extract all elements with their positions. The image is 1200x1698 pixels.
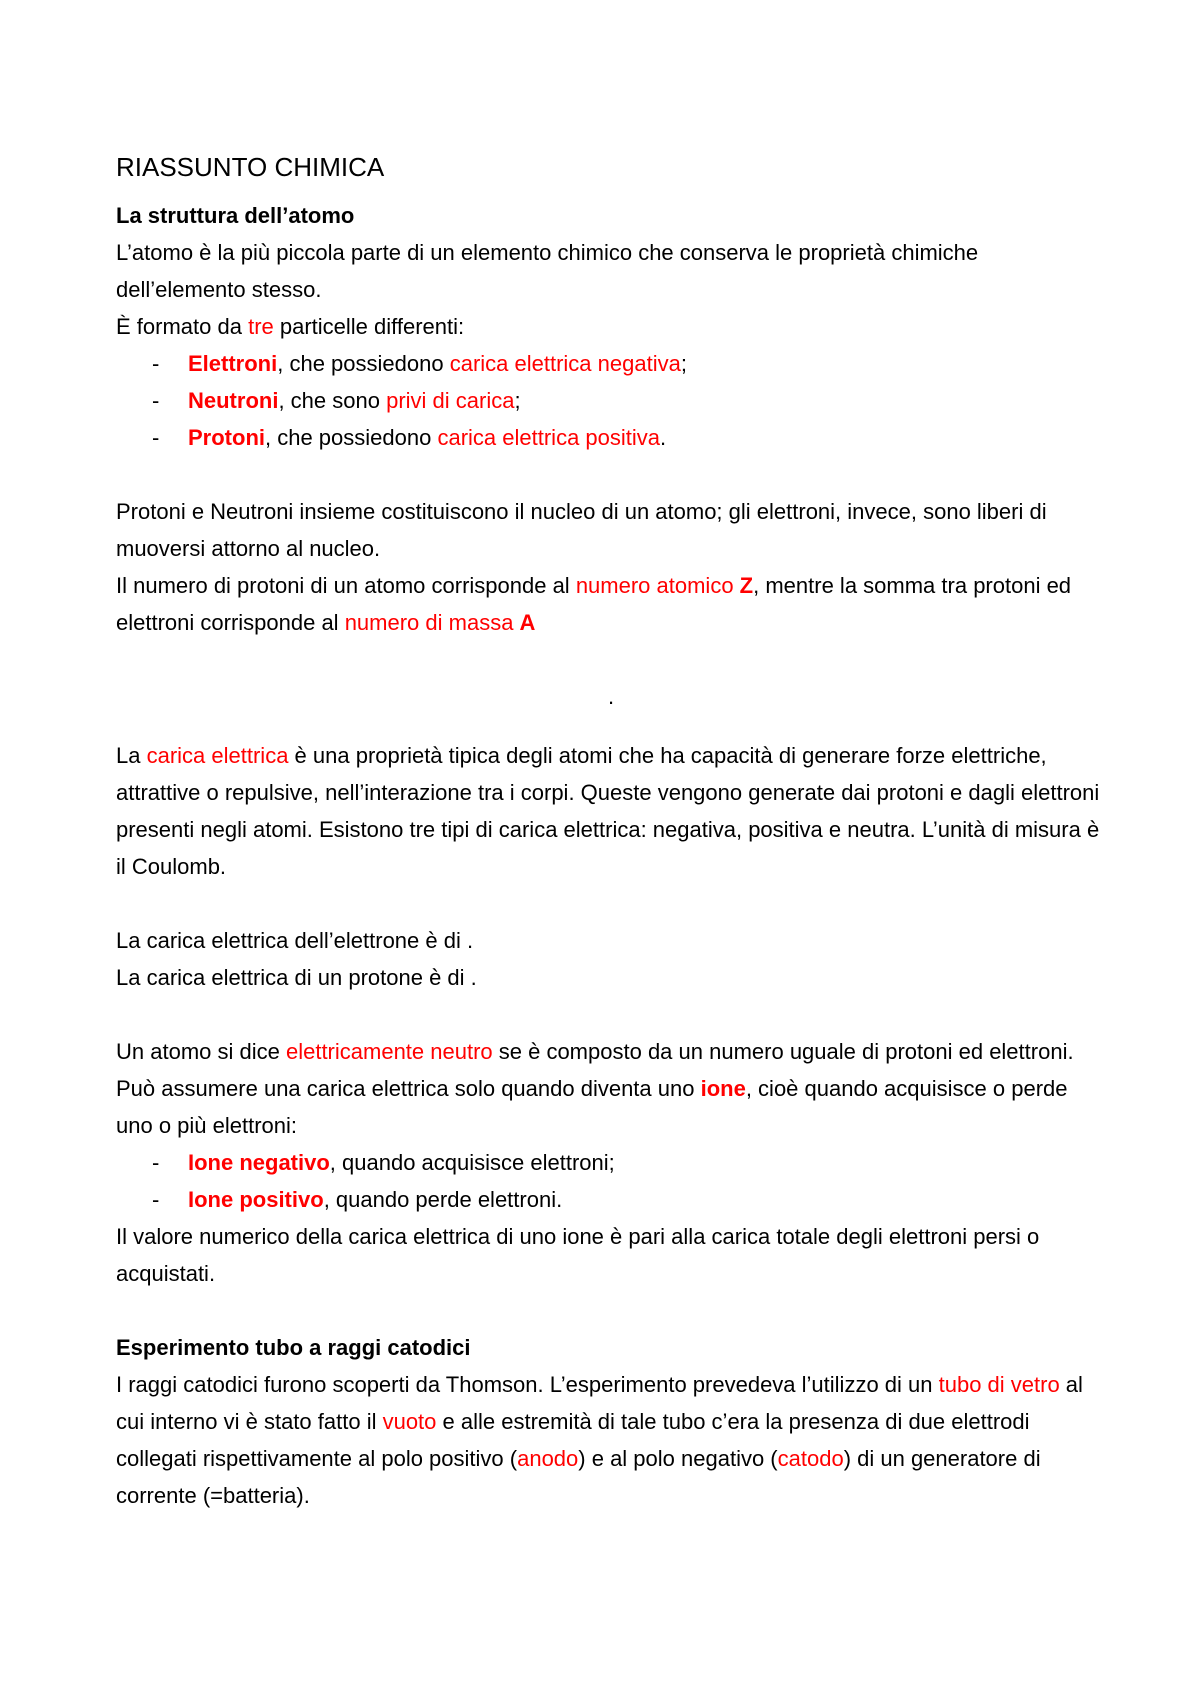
ions-list bbox=[116, 1144, 1106, 1218]
document-body bbox=[116, 147, 1106, 1514]
text-run: I raggi catodici furono scoperti da Thomson. L’esperimento prevedeva l’utilizzo di un bbox=[116, 1372, 939, 1397]
paragraph-three-particles bbox=[116, 308, 1106, 345]
text-run: È formato da bbox=[116, 314, 249, 339]
blank-line bbox=[116, 715, 1106, 737]
term-ion: ione bbox=[700, 1076, 746, 1101]
dash-bullet: - bbox=[152, 1187, 160, 1212]
symbol-a: A bbox=[519, 610, 536, 635]
blank-line bbox=[116, 996, 1106, 1033]
text-run: e alle estremità di tale tubo c’era la presenza di due elettrodi collegati rispettivamente al polo positivo ( bbox=[116, 1409, 1030, 1471]
highlight-vacuum: vuoto bbox=[382, 1409, 437, 1434]
highlight-atomic-number: numero atomico bbox=[575, 573, 740, 598]
highlight-electric-charge: carica elettrica bbox=[146, 743, 289, 768]
blank-line bbox=[116, 1292, 1106, 1329]
paragraph-ion-charge-value: Il valore numerico della carica elettrica di uno ione è pari alla carica totale degli elettroni persi o acquistati. bbox=[116, 1224, 1040, 1286]
text-run: , quando perde elettroni. bbox=[323, 1187, 563, 1212]
text-run: Può assumere una carica elettrica solo quando diventa uno bbox=[116, 1076, 701, 1101]
dash-bullet: - bbox=[152, 351, 160, 376]
symbol-z: Z bbox=[739, 573, 754, 598]
term-negative-ion: Ione negativo bbox=[188, 1150, 330, 1175]
paragraph-electron-charge: La carica elettrica dell’elettrone è di . bbox=[116, 928, 474, 953]
particles-list bbox=[116, 345, 1106, 456]
text-run: ) di un generatore di corrente (=batteria). bbox=[116, 1446, 1041, 1508]
document-title: RIASSUNTO CHIMICA bbox=[116, 152, 385, 182]
blank-line bbox=[116, 641, 1106, 678]
highlight-mass-number: numero di massa bbox=[344, 610, 520, 635]
list-item-protons bbox=[116, 419, 1106, 456]
list-item-positive-ion bbox=[116, 1181, 1106, 1218]
text-run: , quando acquisisce elettroni; bbox=[329, 1150, 615, 1175]
paragraph-electric-charge bbox=[116, 737, 1106, 885]
text-run: ; bbox=[680, 351, 687, 376]
highlight-glass-tube: tubo di vetro bbox=[938, 1372, 1060, 1397]
text-run: è una proprietà tipica degli atomi che ha capacità di generare forze elettriche, attrattive o repulsive, nell’interazione tra i corpi. Queste vengono generate dai protoni e dagli elettroni presenti negli atomi. Esistono tre tipi di carica elettrica: negativa, positiva e neutra. L’unità di misura è il Coulomb. bbox=[116, 743, 1100, 879]
blank-line bbox=[116, 456, 1106, 493]
list-item-electrons bbox=[116, 345, 1106, 382]
text-run: Un atomo si dice bbox=[116, 1039, 286, 1064]
paragraph-ion bbox=[116, 1070, 1106, 1144]
term-neutrons: Neutroni bbox=[188, 388, 279, 413]
text-run: ; bbox=[514, 388, 521, 413]
text-run: , cioè quando acquisisce o perde uno o più elettroni: bbox=[116, 1076, 1068, 1138]
text-run: al cui interno vi è stato fatto il bbox=[116, 1372, 1083, 1434]
list-item-neutrons bbox=[116, 382, 1106, 419]
text-run: . bbox=[660, 425, 667, 450]
paragraph-nucleus: Protoni e Neutroni insieme costituiscono il nucleo di un atomo; gli elettroni, invece, sono liberi di muoversi attorno al nucleo. bbox=[116, 499, 1047, 561]
dash-bullet: - bbox=[152, 388, 160, 413]
text-run: , che possiedono bbox=[277, 351, 450, 376]
term-protons: Protoni bbox=[188, 425, 265, 450]
highlight-tre: tre bbox=[248, 314, 274, 339]
dash-bullet: - bbox=[152, 425, 160, 450]
paragraph-neutral-atom bbox=[116, 1033, 1106, 1070]
blank-line bbox=[116, 885, 1106, 922]
highlight-positive-charge: carica elettrica positiva bbox=[437, 425, 661, 450]
text-run: , mentre la somma tra protoni ed elettroni corrisponde al bbox=[116, 573, 1072, 635]
paragraph-atomic-number bbox=[116, 567, 1106, 641]
paragraph-thomson-experiment bbox=[116, 1366, 1106, 1514]
highlight-negative-charge: carica elettrica negativa bbox=[449, 351, 681, 376]
text-run: particelle differenti: bbox=[273, 314, 465, 339]
text-run: se è composto da un numero uguale di protoni ed elettroni. bbox=[492, 1039, 1074, 1064]
highlight-anode: anodo bbox=[517, 1446, 579, 1471]
text-run: , che possiedono bbox=[265, 425, 438, 450]
text-run: Il numero di protoni di un atomo corrisponde al bbox=[116, 573, 576, 598]
centered-dot: . bbox=[607, 684, 615, 709]
section-heading-atom-structure: La struttura dell’atomo bbox=[116, 203, 355, 228]
paragraph-atom-definition: L’atomo è la più piccola parte di un elemento chimico che conserva le proprietà chimiche dell’elemento stesso. bbox=[116, 240, 979, 302]
term-electrons: Elettroni bbox=[188, 351, 278, 376]
text-run: , che sono bbox=[278, 388, 387, 413]
paragraph-proton-charge: La carica elettrica di un protone è di . bbox=[116, 965, 477, 990]
list-item-negative-ion bbox=[116, 1144, 1106, 1181]
text-run: La bbox=[116, 743, 147, 768]
highlight-electrically-neutral: elettricamente neutro bbox=[285, 1039, 493, 1064]
text-run: ) e al polo negativo ( bbox=[578, 1446, 778, 1471]
highlight-cathode: catodo bbox=[777, 1446, 844, 1471]
term-positive-ion: Ione positivo bbox=[188, 1187, 324, 1212]
section-heading-cathode-ray: Esperimento tubo a raggi catodici bbox=[116, 1335, 471, 1360]
highlight-no-charge: privi di carica bbox=[386, 388, 515, 413]
dash-bullet: - bbox=[152, 1150, 160, 1175]
